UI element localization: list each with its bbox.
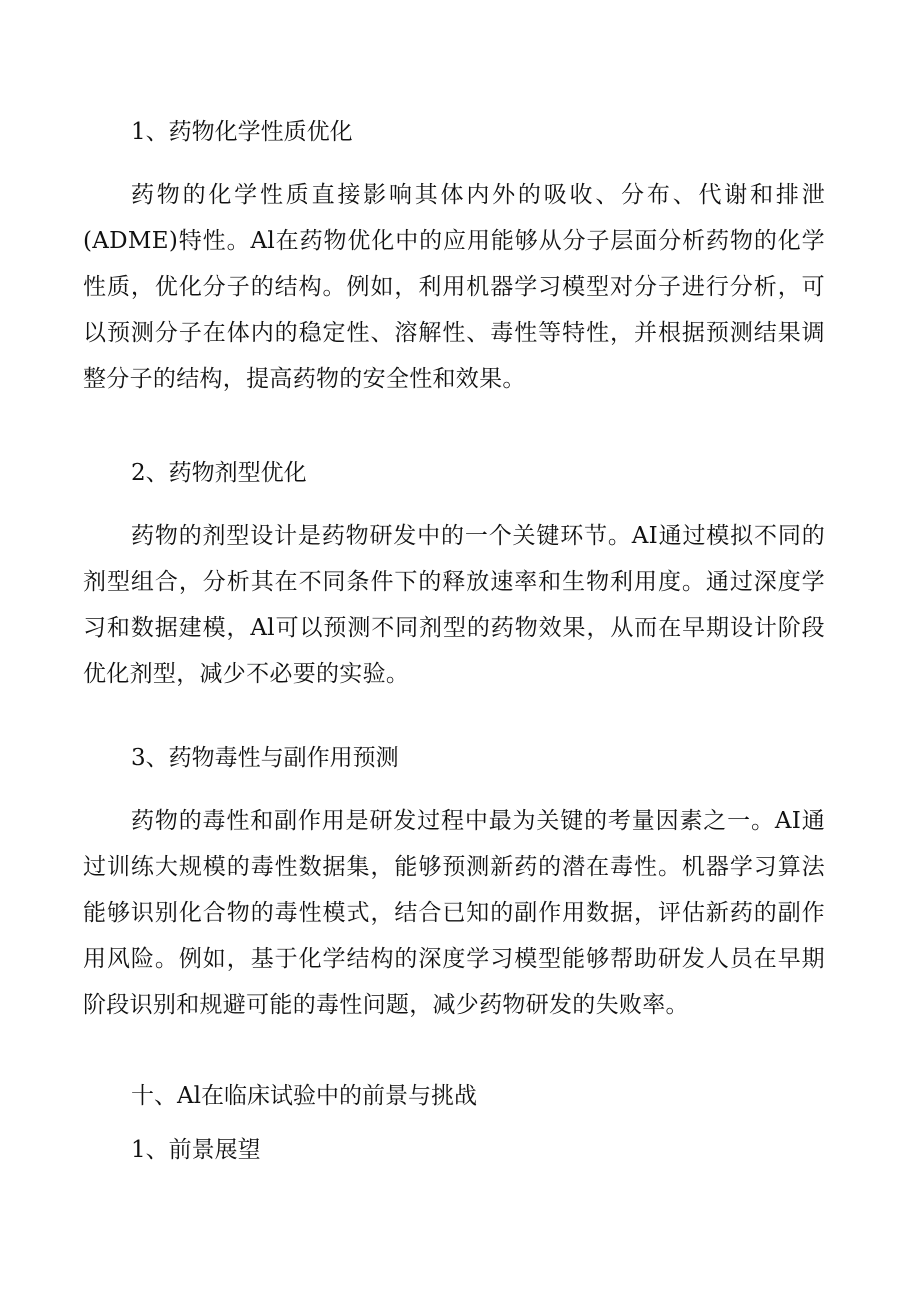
- section-heading-toxicity: 3、药物毒性与副作用预测: [131, 745, 399, 771]
- chapter-heading: 十、Al在临床试验中的前景与挑战: [131, 1083, 477, 1109]
- paragraph-chemical-properties: 药物的化学性质直接影响其体内外的吸收、分布、代谢和排泄(ADME)特性。Al在药物优化中的应用能够从分子层面分析药物的化学性质，优化分子的结构。例如，利用机器学习模型对分子进行分析，可以预测分子在体内的稳定性、溶解性、毒性等特性，并根据预测结果调整分子的结构，提高药物的安全性和效果。: [83, 182, 825, 392]
- section-heading-dosage-form: 2、药物剂型优化: [131, 460, 307, 486]
- paragraph-toxicity: 药物的毒性和副作用是研发过程中最为关键的考量因素之一。AI通过训练大规模的毒性数据集，能够预测新药的潜在毒性。机器学习算法能够识别化合物的毒性模式，结合已知的副作用数据，评估新药的副作用风险。例如，基于化学结构的深度学习模型能够帮助研发人员在早期阶段识别和规避可能的毒性问题，减少药物研发的失败率。: [83, 808, 825, 1018]
- section-heading-chemical-properties: 1、药物化学性质优化: [131, 119, 353, 145]
- paragraph-dosage-form: 药物的剂型设计是药物研发中的一个关键环节。AI通过模拟不同的剂型组合，分析其在不同条件下的释放速率和生物利用度。通过深度学习和数据建模，Al可以预测不同剂型的药物效果，从而在早期设计阶段优化剂型，减少不必要的实验。: [83, 523, 825, 687]
- sub-heading-prospects: 1、前景展望: [131, 1137, 261, 1163]
